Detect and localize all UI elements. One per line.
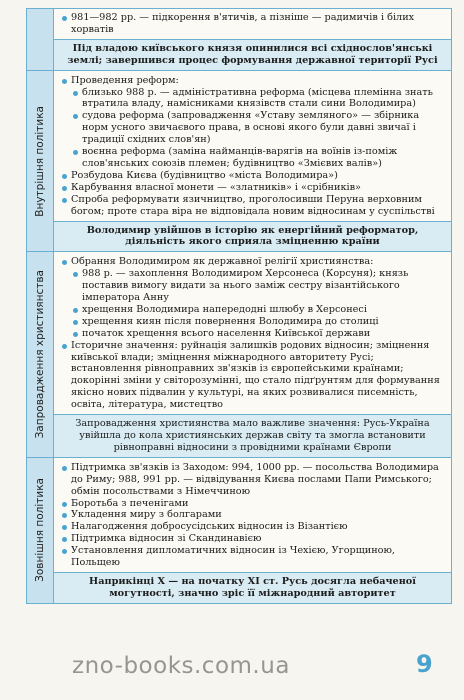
list-item: Укладення миру з болгарами (60, 509, 445, 521)
side-label-text: Внутрішня політика (34, 105, 46, 217)
list-item: 988 р. — захоплення Володимиром Херсонеса (Корсуня); князь поставив вимогу видати за нього заміж сестру візантійського імператора Анну (60, 268, 445, 304)
list-item: Розбудова Києва (будівництво «міста Володимира») (60, 170, 445, 182)
section-foreign-policy (27, 457, 451, 603)
side-label-internal (27, 71, 54, 252)
list-item: Обрання Володимиром як державної релігії християнства: (60, 256, 445, 268)
section-christianity (27, 251, 451, 457)
side-label-foreign (27, 458, 54, 603)
side-label-text: Запровадження християнства (34, 270, 46, 439)
christianity-summary: Запровадження християнства мало важливе значення: Русь-Україна увійшла до кола християнських держав світу та змогла встановити рівноправні відносини з провідними країнами Європи (54, 414, 451, 457)
list-item: Історичне значення: руйнація залишків родових відносин; зміцнення київської влади; зміцнення міжнародного авторитету Русі; встановлення рівноправних зв'язків із європейськими країнами; докорінні зміни у світорозумінні, що стало підґрунтям для формування якісно нових підвалин у культурі, на яких розвивалися писемність, освіта, література, мистецтво (60, 340, 445, 411)
list-item: близько 988 р. — адміністративна реформа (місцева племінна знать втратила владу, намісниками князівств стали сини Володимира) (60, 87, 445, 111)
continued-list (54, 9, 451, 39)
continued-summary: Під владою київського князя опинилися всі східнослов'янські землі; завершився процес формування державної території Русі (54, 39, 451, 70)
history-table (26, 8, 452, 604)
christianity-list (54, 252, 451, 414)
list-item: Проведення реформ: (60, 75, 445, 87)
side-label-text: Зовнішня політика (34, 478, 46, 583)
foreign-list (54, 458, 451, 572)
watermark: zno-books.com.ua (72, 653, 290, 679)
side-label-christianity (27, 252, 54, 457)
list-item: Установлення дипломатичних відносин із Чехією, Угорщиною, Польщею (60, 545, 445, 569)
foreign-summary: Наприкінці X — на початку XI ст. Русь досягла небаченої могутності, значно зріс її міжнародний авторитет (54, 572, 451, 603)
list-item: Боротьба з печенігами (60, 498, 445, 510)
section-continued (27, 9, 451, 70)
internal-list (54, 71, 451, 221)
list-item: воєнна реформа (заміна найманців-варягів на воїнів із-поміж слов'янських союзів племен; будівництво «Змієвих валів») (60, 146, 445, 170)
list-item: Спроба реформувати язичництво, проголосивши Перуна верховним богом; проте стара віра не відповідала новим відносинам у суспільстві (60, 194, 445, 218)
side-label-empty (27, 9, 54, 70)
list-item: Підтримка відносин зі Скандинавією (60, 533, 445, 545)
section-internal-policy (27, 70, 451, 252)
list-item: хрещення Володимира напередодні шлюбу в Херсонесі (60, 304, 445, 316)
list-item: Карбування власної монети — «златників» і «срібників» (60, 182, 445, 194)
list-item: Підтримка зв'язків із Заходом: 994, 1000 рр. — посольства Володимира до Риму; 988, 991 рр. — відвідування Києва послами Папи Римського; обмін посольствами з Німеччиною (60, 462, 445, 498)
page-number: 9 (416, 650, 433, 678)
list-item: 981—982 рр. — підкорення в'ятичів, а пізніше — радимичів і білих хорватів (60, 12, 445, 36)
list-item: хрещення киян після повернення Володимира до столиці (60, 316, 445, 328)
list-item: судова реформа (запровадження «Уставу земляного» — збірника норм усного звичаєвого права, в основі якого були давні звичаї і традиції східних слов'ян) (60, 110, 445, 146)
list-item: Налагодження добросусідських відносин із Візантією (60, 521, 445, 533)
internal-summary: Володимир увійшов в історію як енергійний реформатор, діяльність якого сприяла зміцненню країни (54, 221, 451, 252)
list-item: початок хрещення всього населення Київської держави (60, 328, 445, 340)
